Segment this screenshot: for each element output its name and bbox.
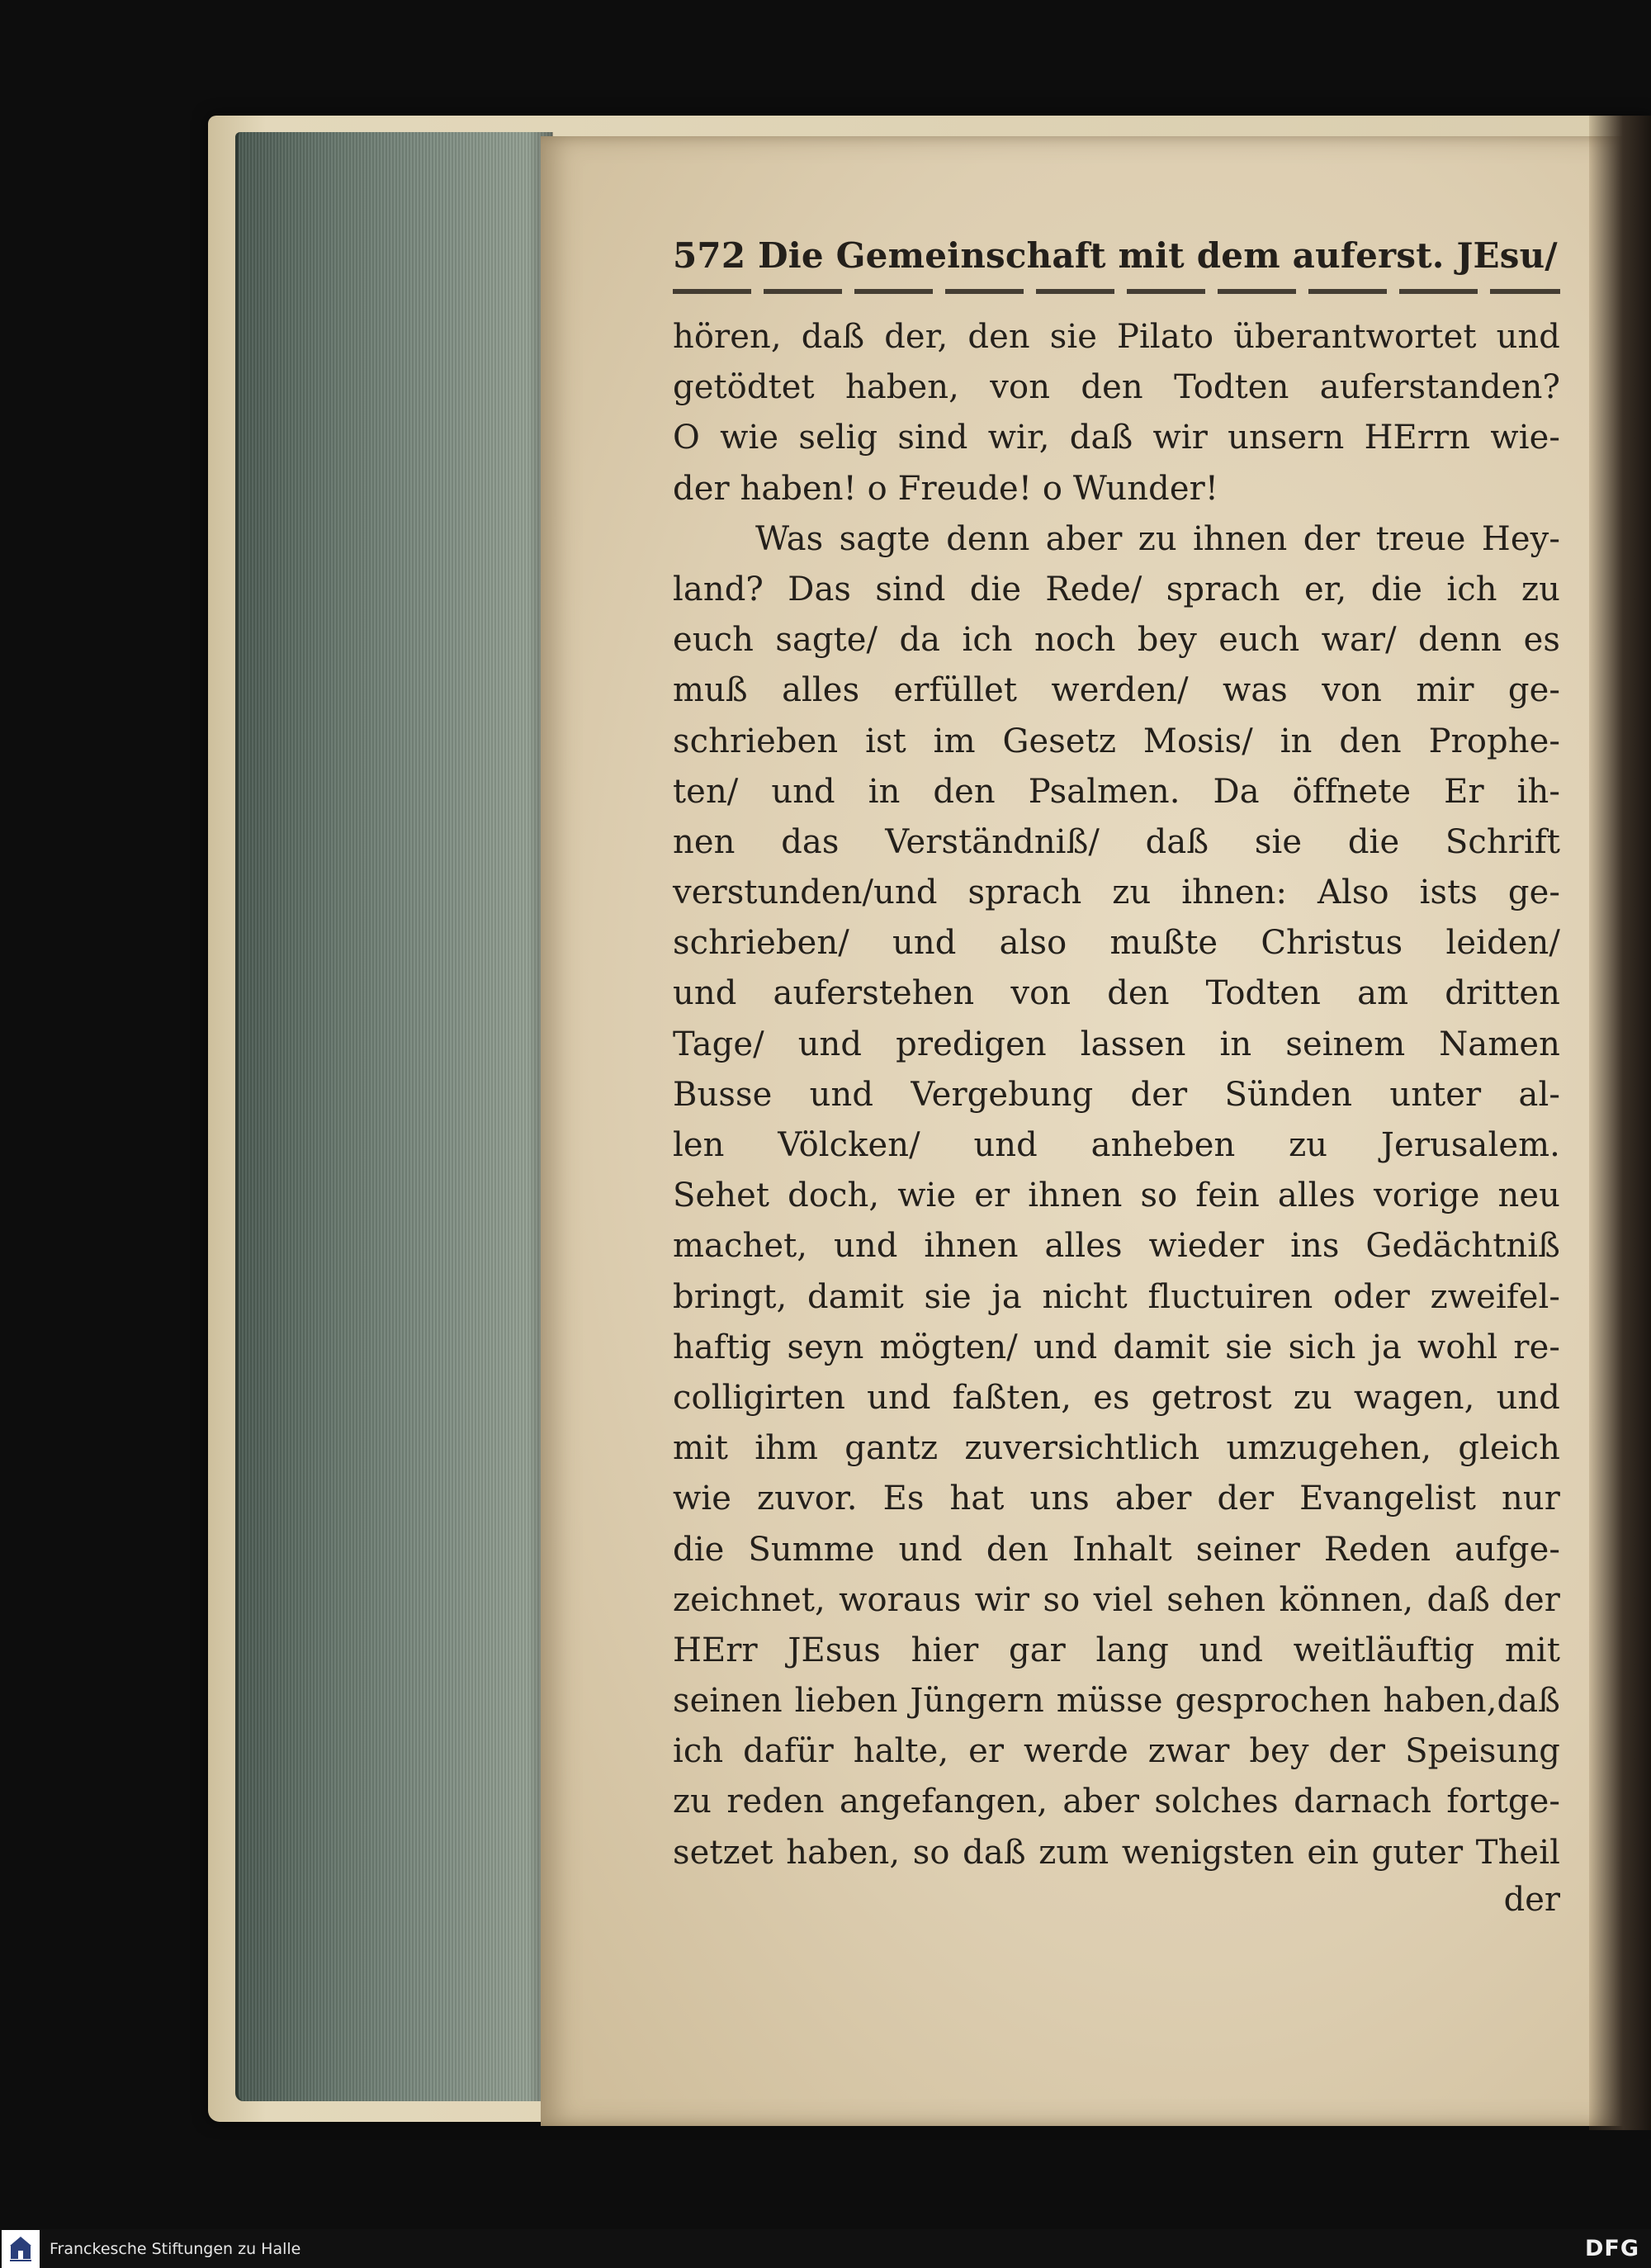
text-line: muß alles erfüllet werden/ was von mir ge- [673, 671, 1560, 710]
text-line: Busse und Vergebung der Sünden unter al- [673, 1075, 1560, 1114]
page-fore-edge [235, 132, 552, 2101]
head-rule [673, 289, 1560, 294]
text-line: verstunden/und sprach zu ihnen: Also ists ge- [673, 874, 1560, 912]
institution-name: Franckesche Stiftungen zu Halle [50, 2239, 301, 2258]
text-line: setzet haben, so daß zum wenigsten ein guter Theil [673, 1833, 1560, 1872]
text-line: die Summe und den Inhalt seiner Reden aufge- [673, 1530, 1560, 1569]
text-line: HErr JEsus hier gar lang und weitläuftig mit [673, 1631, 1560, 1669]
text-line: Tage/ und predigen lassen in seinem Namen [673, 1025, 1560, 1063]
text-line: bringt, damit sie ja nicht fluctuiren oder zweifel- [673, 1277, 1560, 1316]
text-line: ich dafür halte, er werde zwar bey der Speisung [673, 1732, 1560, 1771]
text-line: ten/ und in den Psalmen. Da öffnete Er ih- [673, 772, 1560, 811]
text-line: len Völcken/ und anheben zu Jerusalem. [673, 1126, 1560, 1164]
text-line: schrieben ist im Gesetz Mosis/ in den Prophe- [673, 722, 1560, 760]
text-line: seinen lieben Jüngern müsse gesprochen haben,daß [673, 1682, 1560, 1721]
text-line: euch sagte/ da ich noch bey euch war/ denn es [673, 621, 1560, 660]
page-text-block [673, 231, 1560, 1925]
institution-logo-icon [2, 2230, 40, 2268]
dfg-logo: DFG [1584, 2236, 1639, 2261]
text-line: mit ihm gantz zuversichtlich umzugehen, gleich [673, 1429, 1560, 1468]
page-gutter [1589, 116, 1651, 2130]
text-line: Was sagte denn aber zu ihnen der treue Hey- [755, 519, 1560, 558]
text-line: zeichnet, woraus wir so viel sehen können, daß der [673, 1580, 1560, 1619]
viewer-footer [0, 2229, 1651, 2268]
body-text [673, 312, 1560, 1878]
text-line: der haben! o Freude! o Wunder! [673, 469, 1219, 508]
text-line: hören, daß der, den sie Pilato überantwortet und [673, 318, 1560, 356]
text-line: schrieben/ und also mußte Christus leiden/ [673, 924, 1560, 963]
text-line: O wie selig sind wir, daß wir unsern HErrn wie- [673, 419, 1560, 457]
text-line: zu reden angefangen, aber solches darnach fortge- [673, 1783, 1560, 1821]
text-line: wie zuvor. Es hat uns aber der Evangelist nur [673, 1480, 1560, 1518]
catchword: der [1503, 1880, 1560, 1919]
text-line: nen das Verständniß/ daß sie die Schrift [673, 822, 1560, 861]
text-line: und auferstehen von den Todten am dritten [673, 974, 1560, 1013]
text-line: machet, und ihnen alles wieder ins Gedächtniß [673, 1227, 1560, 1266]
running-head: 572 Die Gemeinschaft mit dem auferst. JEsu/ [673, 235, 1558, 276]
text-line: getödtet haben, von den Todten auferstanden? [673, 368, 1560, 407]
text-line: land? Das sind die Rede/ sprach er, die ich zu [673, 570, 1560, 608]
text-line: colligirten und faßten, es getrost zu wagen, und [673, 1378, 1560, 1417]
text-line: haftig seyn mögten/ und damit sie sich ja wohl re- [673, 1328, 1560, 1366]
text-line: Sehet doch, wie er ihnen so fein alles vorige neu [673, 1177, 1560, 1215]
